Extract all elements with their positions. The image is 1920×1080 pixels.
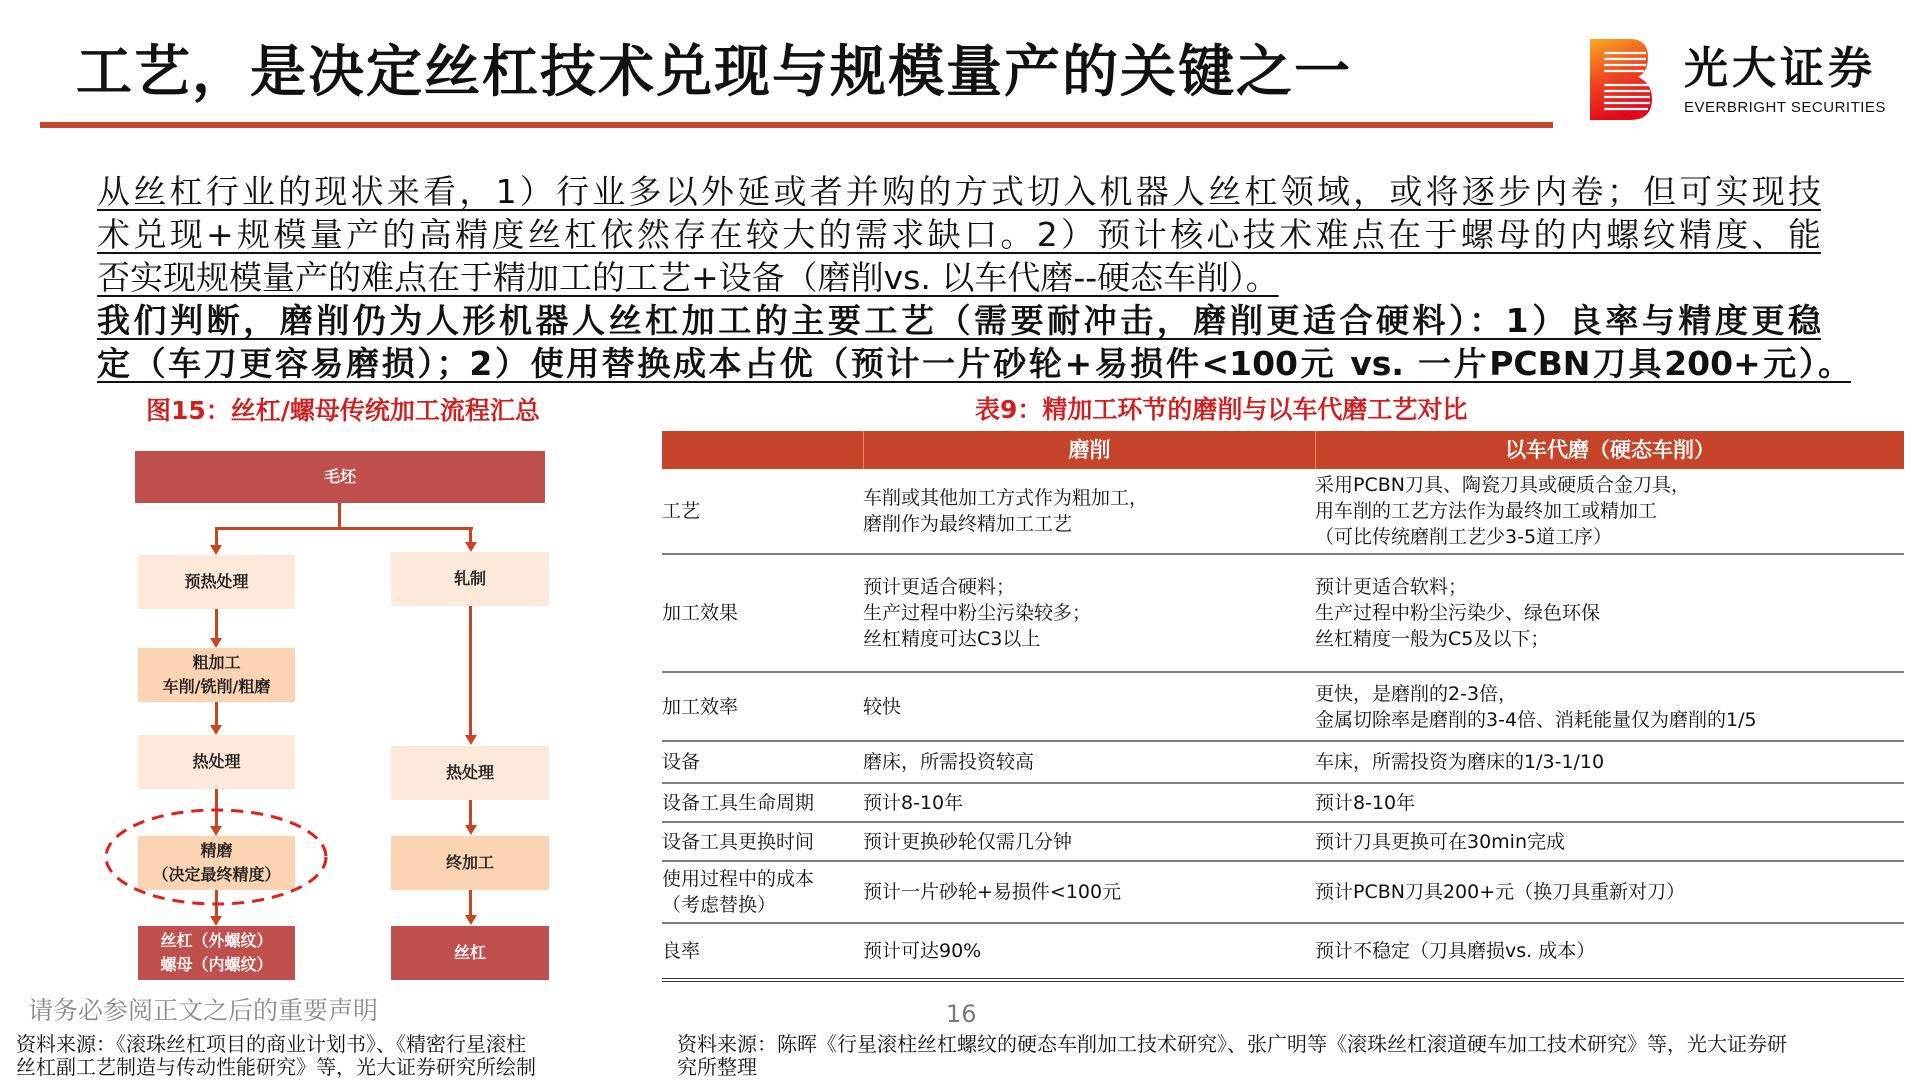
table-cell: 车削或其他加工方式作为粗加工， 磨削作为最终精加工工艺	[863, 487, 1149, 535]
arrow-down-icon	[210, 725, 222, 735]
everbright-logo-icon	[1590, 39, 1652, 120]
arrow-down-icon	[465, 735, 477, 745]
title-underline	[40, 122, 1553, 128]
flow-node-left: 粗加工 车削/铣削/粗磨	[138, 648, 295, 702]
table-cell: 预计更适合软料； 生产过程中粉尘污染少、绿色环保 丝杠精度一般为C5及以下；	[1315, 576, 1601, 650]
summary-line: 否实现规模量产的难点在于精加工的工艺+设备（磨削vs. 以车代磨--硬态车削）。	[97, 258, 1279, 297]
table-cell: 预计更换砂轮仅需几分钟	[863, 830, 1073, 853]
connector-line	[469, 527, 472, 542]
page-title: 工艺，是决定丝杠技术兑现与规模量产的关键之一	[76, 40, 1352, 105]
summary-line: 从丝杠行业的现状来看，1）行业多以外延或者并购的方式切入机器人丝杠领域，或将逐步内卷；但可实现技	[97, 172, 1821, 211]
figure-caption: 图15：丝杠/螺母传统加工流程汇总	[146, 396, 540, 425]
table-cell: 预计可达90%	[863, 940, 982, 962]
table-cell: 车床，所需投资为磨床的1/3-1/10	[1315, 751, 1605, 773]
table-row-label: 工艺	[662, 500, 701, 522]
arrow-down-icon	[465, 915, 477, 925]
connector-line	[215, 702, 218, 726]
table-cell: 预计不稳定（刀具磨损vs. 成本）	[1315, 940, 1596, 962]
summary-line: 定（车刀更容易磨损）；2）使用替换成本占优（预计一片砂轮+易损件<100元 vs. 一片PCBN刀具200+元）。	[97, 344, 1851, 383]
arrow-down-icon	[210, 638, 222, 648]
highlight-ellipse	[100, 805, 332, 909]
flow-node-right: 丝杠	[391, 926, 549, 980]
arrow-down-icon	[210, 916, 222, 926]
table-header-cell: 磨削	[863, 431, 1315, 469]
table-cell: 更快，是磨削的2-3倍， 金属切除率是磨削的3-4倍、消耗能量仅为磨削的1/5	[1315, 682, 1757, 731]
table-row	[662, 823, 1904, 862]
figure-source: 资料来源：《滚珠丝杠项目的商业计划书》、《精密行星滚柱 丝杠副工艺制造与传动性能研究》等，光大证券研究所绘制	[16, 1032, 536, 1079]
disclaimer: 请务必参阅正文之后的重要声明	[28, 996, 379, 1025]
flow-node-left: 丝杠（外螺纹） 螺母（内螺纹）	[138, 926, 295, 980]
flow-node-right: 热处理	[391, 746, 549, 800]
table-row	[662, 862, 1904, 924]
table-row	[662, 469, 1904, 555]
connector-line	[338, 503, 341, 529]
table-row-label: 加工效果	[662, 602, 739, 624]
table-cell: 磨床，所需投资较高	[863, 751, 1035, 773]
table-cell: 预计刀具更换可在30min完成	[1315, 830, 1566, 853]
table-caption: 表9：精加工环节的磨削与以车代磨工艺对比	[975, 395, 1468, 424]
table-header-row	[662, 431, 1904, 469]
table-cell: 预计一片砂轮+易损件<100元	[863, 881, 1122, 903]
arrow-down-icon	[465, 825, 477, 835]
table-row-label: 良率	[662, 940, 701, 962]
flow-node-left: 热处理	[138, 735, 295, 789]
table-row-label: 加工效率	[662, 695, 739, 718]
table-cell: 采用PCBN刀具、陶瓷刀具或硬质合金刀具， 用车削的工艺方法作为最终加工或精加工 （可比传统磨削工艺少3-5道工序）	[1315, 474, 1690, 548]
table-cell: 预计8-10年	[1315, 791, 1416, 814]
table-header-cell: 以车代磨（硬态车削）	[1315, 431, 1904, 469]
connector-line	[215, 609, 218, 639]
table-row	[662, 555, 1904, 673]
connector-line	[215, 527, 473, 530]
table-row	[662, 742, 1904, 784]
arrow-down-icon	[210, 545, 222, 555]
table-cell: 预计更适合硬料； 生产过程中粉尘污染较多； 丝杠精度可达C3以上	[863, 576, 1092, 650]
arrow-down-icon	[465, 542, 477, 552]
connector-line	[469, 606, 472, 736]
table-row	[662, 784, 1904, 823]
flow-node-right: 终加工	[391, 836, 549, 890]
table-cell: 预计8-10年	[863, 791, 964, 814]
table-source: 资料来源：陈晖《行星滚柱丝杠螺纹的硬态车削加工技术研究》、张广明等《滚珠丝杠滚道硬车加工技术研究》等，光大证券研 究所整理	[677, 1032, 1787, 1079]
table-cell: 较快	[863, 695, 902, 718]
table-row-label: 设备工具生命周期	[662, 791, 815, 814]
flow-node-root: 毛坯	[135, 451, 545, 503]
connector-line	[215, 527, 218, 545]
table-row-label: 设备	[662, 751, 701, 773]
logo-name-en: EVERBRIGHT SECURITIES	[1684, 99, 1886, 116]
summary-line: 术兑现+规模量产的高精度丝杠依然存在较大的需求缺口。2）预计核心技术难点在于螺母的内螺纹精度、能	[97, 215, 1821, 254]
table-row	[662, 924, 1904, 982]
page-number: 16	[946, 1000, 977, 1028]
summary-line: 我们判断，磨削仍为人形机器人丝杠加工的主要工艺（需要耐冲击，磨削更适合硬料）：1）良率与精度更稳	[97, 301, 1821, 340]
flow-node-left: 精磨 （决定最终精度）	[138, 836, 295, 890]
table-row	[662, 673, 1904, 742]
table-row-label: 设备工具更换时间	[662, 830, 815, 853]
flow-node-right: 轧制	[391, 552, 549, 606]
table-header-cell	[662, 431, 862, 469]
table-row-label: 使用过程中的成本 （考虑替换）	[662, 868, 815, 916]
logo-name-cn: 光大证券	[1684, 43, 1876, 94]
table-cell: 预计PCBN刀具200+元（换刀具重新对刀）	[1315, 881, 1686, 903]
connector-line	[469, 800, 472, 826]
flow-node-left: 预热处理	[138, 555, 295, 609]
connector-line	[469, 890, 472, 916]
